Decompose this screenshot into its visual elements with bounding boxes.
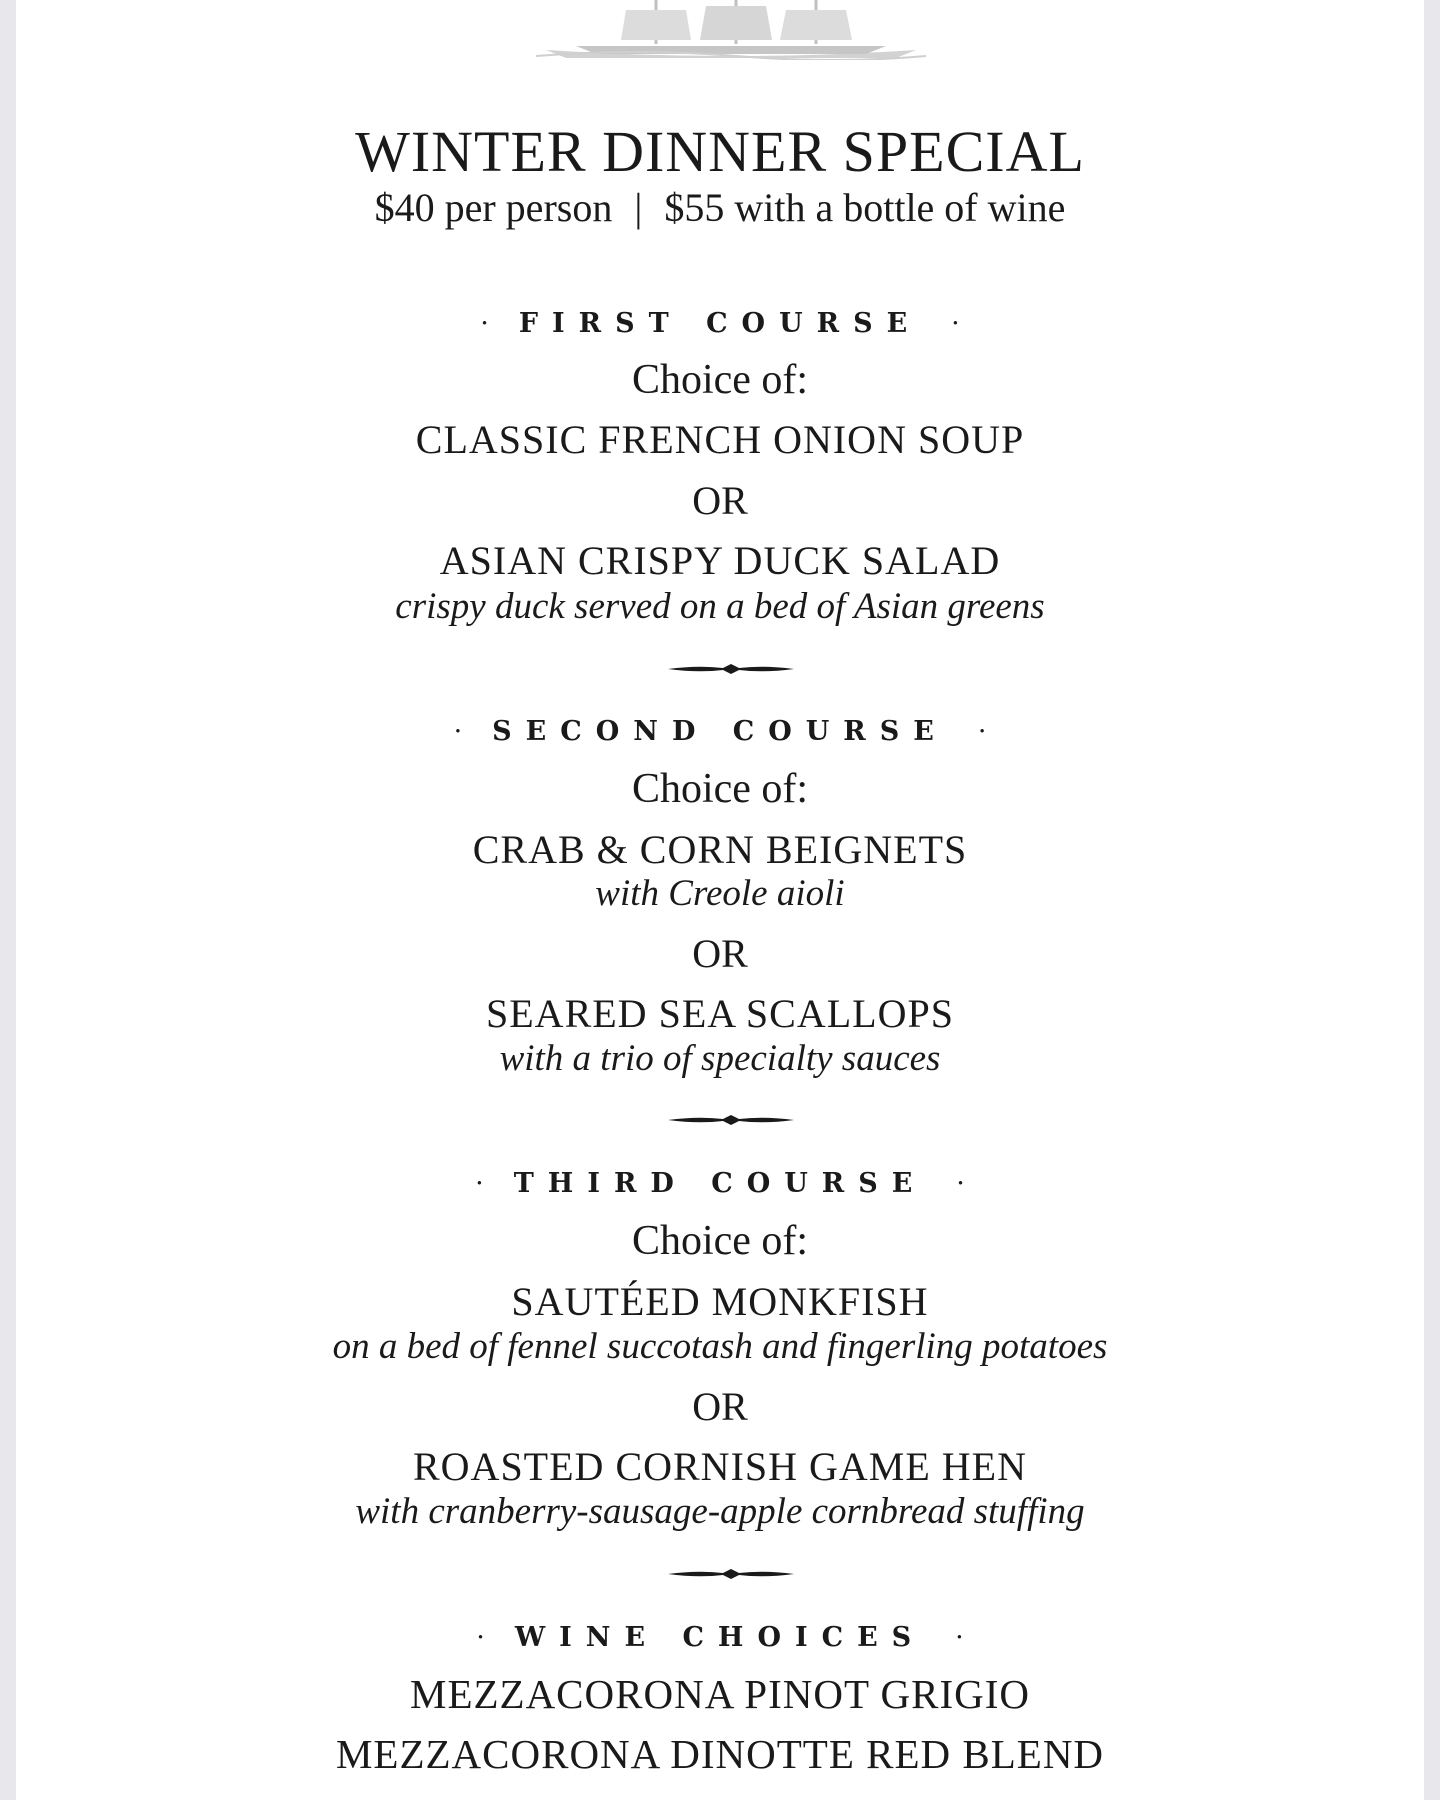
second-course-item-1-desc: with Creole aioli [595,873,845,914]
third-course-item-2-desc: with cranberry-sausage-apple cornbread stuffing [355,1491,1085,1532]
second-course-item-1: CRAB & CORN BEIGNETS [472,827,968,872]
first-course-item-2-desc: crispy duck served on a bed of Asian greens [395,586,1045,627]
ship-illustration-icon [536,0,926,60]
heading-dot: · [956,1168,965,1199]
first-course-heading [16,306,1424,342]
second-course-heading [16,714,1424,750]
heading-dot: · [977,716,987,747]
ornamental-divider-icon [668,1567,794,1581]
second-course-or: OR [692,931,748,976]
third-course-label: THIRD COURSE [513,1168,927,1199]
third-course-item-1: SAUTÉED MONKFISH [511,1279,929,1324]
second-course-choice: Choice of: [631,766,809,812]
ornamental-divider-icon [668,1113,794,1127]
menu-page [16,0,1424,1800]
price-per-person: $40 per person [374,185,613,230]
third-course-choice: Choice of: [631,1218,809,1264]
second-course-item-2-desc: with a trio of specialty sauces [499,1038,941,1079]
second-course-label: SECOND COURSE [492,716,948,747]
menu-title: WINTER DINNER SPECIAL [355,119,1085,184]
heading-dot: · [480,308,489,339]
first-course-label: FIRST COURSE [518,308,922,339]
third-course-or: OR [692,1384,748,1429]
third-course-heading [16,1166,1424,1202]
heading-dot: · [476,1622,485,1653]
heading-dot: · [475,1168,484,1199]
wine-item-2: MEZZACORONA DINOTTE RED BLEND [335,1731,1105,1777]
price-line [16,183,1424,233]
wine-choices-label: WINE CHOICES [514,1622,926,1653]
third-course-item-1-desc: on a bed of fennel succotash and fingerling potatoes [332,1326,1108,1367]
heading-dot: · [955,1622,964,1653]
second-course-item-2: SEARED SEA SCALLOPS [486,991,954,1036]
heading-dot: · [453,716,463,747]
wine-choices-heading [16,1620,1424,1656]
first-course-item-1: CLASSIC FRENCH ONION SOUP [415,417,1025,462]
first-course-item-2: ASIAN CRISPY DUCK SALAD [439,538,1001,583]
heading-dot: · [951,308,960,339]
price-separator: | [634,185,643,230]
first-course-or: OR [692,478,748,523]
ornamental-divider-icon [668,662,794,676]
third-course-item-2: ROASTED CORNISH GAME HEN [412,1444,1028,1489]
price-with-wine: $55 with a bottle of wine [664,185,1066,230]
first-course-choice: Choice of: [631,357,809,403]
wine-item-1: MEZZACORONA PINOT GRIGIO [409,1671,1031,1717]
